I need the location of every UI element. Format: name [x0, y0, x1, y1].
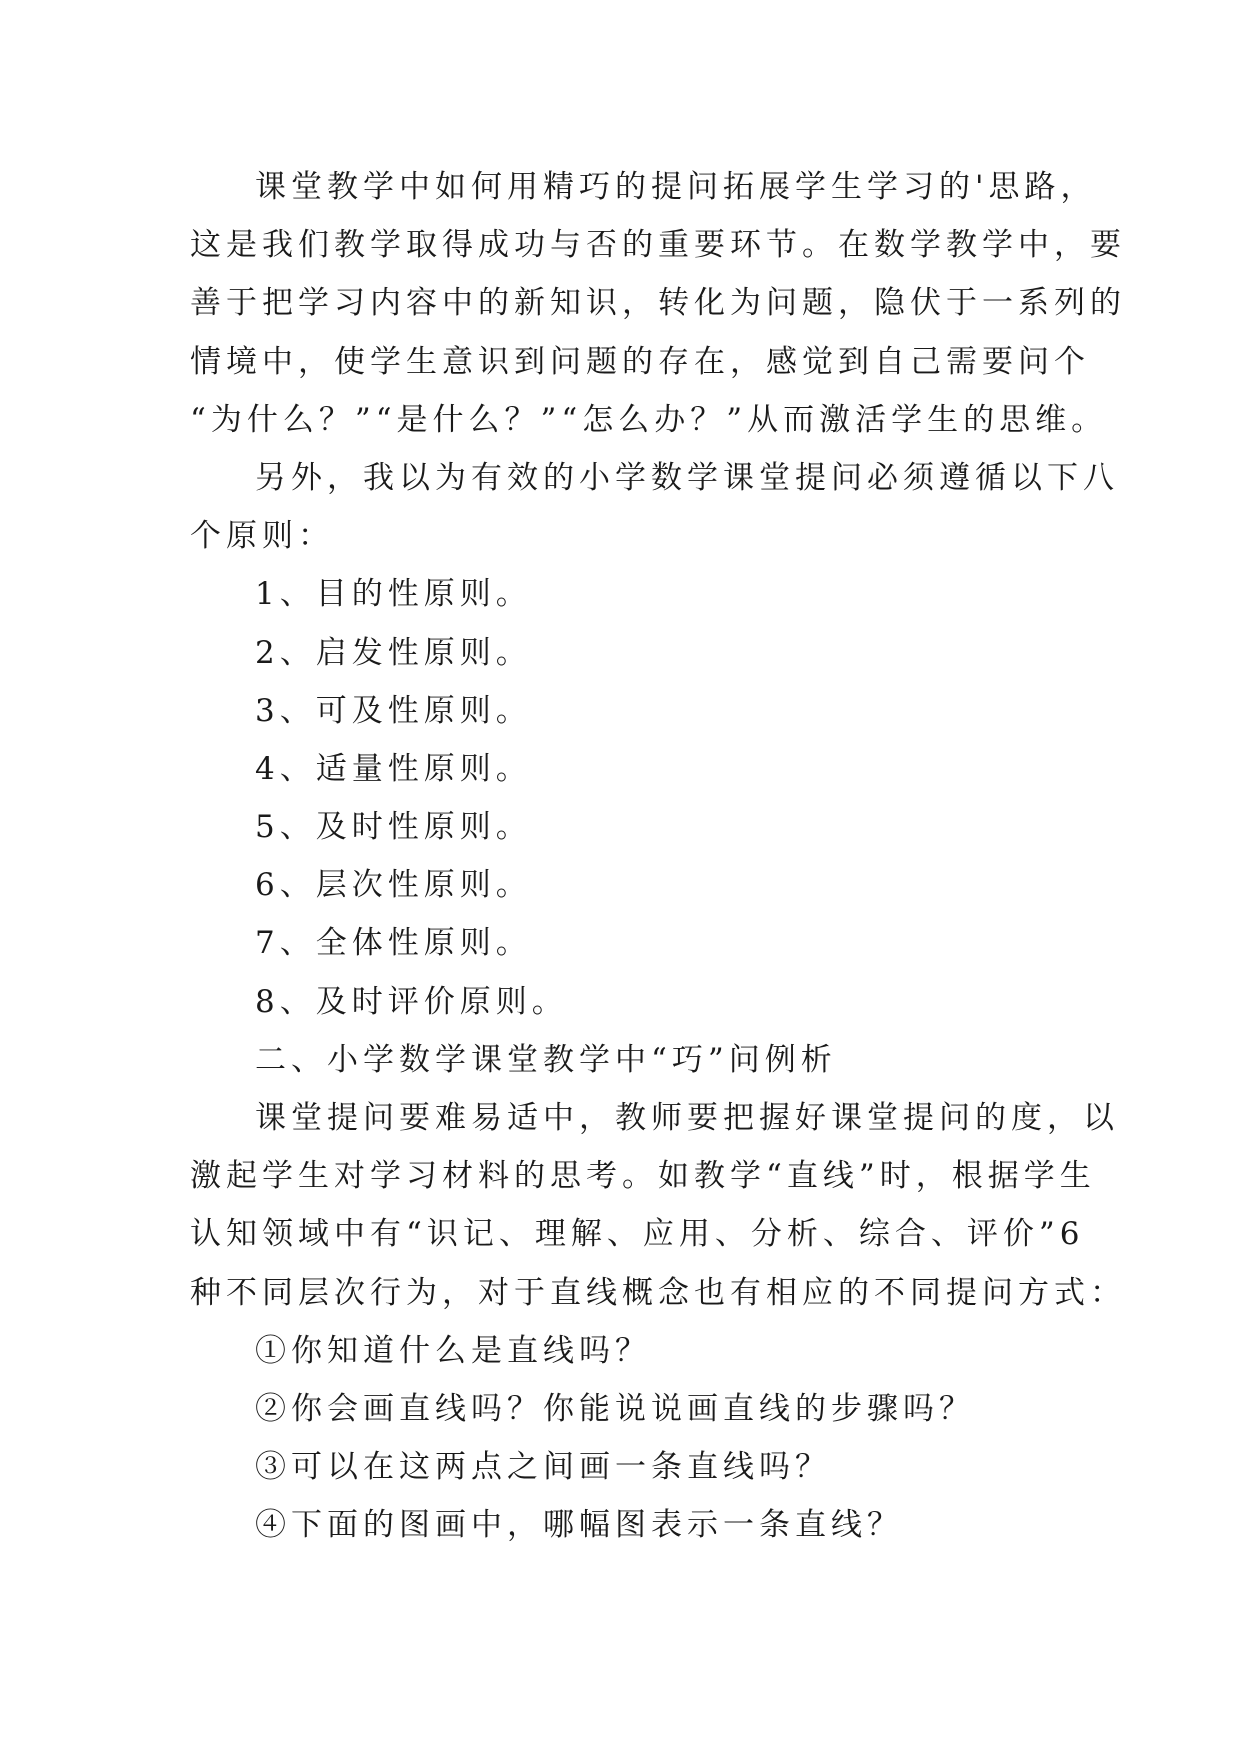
question-item: ①你知道什么是直线吗？ [255, 1332, 651, 1369]
question-item: ③可以在这两点之间画一条直线吗？ [255, 1449, 831, 1486]
list-item: 8、及时评价原则。 [255, 983, 568, 1020]
list-item: 1、目的性原则。 [255, 576, 532, 613]
list-item: 6、层次性原则。 [255, 867, 532, 904]
paragraph-line: 善于把学习内容中的新知识，转化为问题，隐伏于一系列的 [190, 285, 1126, 322]
paragraph-line: 这是我们教学取得成功与否的重要环节。在数学教学中，要 [190, 227, 1126, 264]
list-item: 5、及时性原则。 [255, 809, 532, 846]
paragraph-line: 种不同层次行为，对于直线概念也有相应的不同提问方式： [190, 1274, 1126, 1311]
document-body [190, 158, 1126, 1555]
list-item: 2、启发性原则。 [255, 634, 532, 671]
paragraph-line: 个原则： [190, 518, 334, 555]
paragraph-line: 课堂教学中如何用精巧的提问拓展学生学习的'思路， [255, 169, 1097, 205]
paragraph-line: 课堂提问要难易适中，教师要把握好课堂提问的度，以 [255, 1100, 1119, 1136]
paragraph-line: 另外，我以为有效的小学数学课堂提问必须遵循以下八 [255, 459, 1119, 496]
question-item: ②你会画直线吗？你能说说画直线的步骤吗？ [255, 1390, 975, 1427]
question-item: ④下面的图画中，哪幅图表示一条直线？ [255, 1507, 903, 1544]
paragraph-line: 情境中，使学生意识到问题的存在，感觉到自己需要问个 [190, 343, 1090, 380]
list-item: 7、全体性原则。 [255, 925, 532, 962]
paragraph-line: 激起学生对学习材料的思考。如教学“直线”时，根据学生 [190, 1158, 1096, 1195]
list-item: 3、可及性原则。 [255, 692, 532, 729]
list-item: 4、适量性原则。 [255, 750, 532, 787]
paragraph-line: “为什么？”“是什么？”“怎么办？”从而激活学生的思维。 [190, 401, 1108, 438]
paragraph-line: 认知领域中有“识记、理解、应用、分析、综合、评价”6 [190, 1216, 1085, 1253]
section-heading: 二、小学数学课堂教学中“巧”问例析 [255, 1041, 837, 1078]
